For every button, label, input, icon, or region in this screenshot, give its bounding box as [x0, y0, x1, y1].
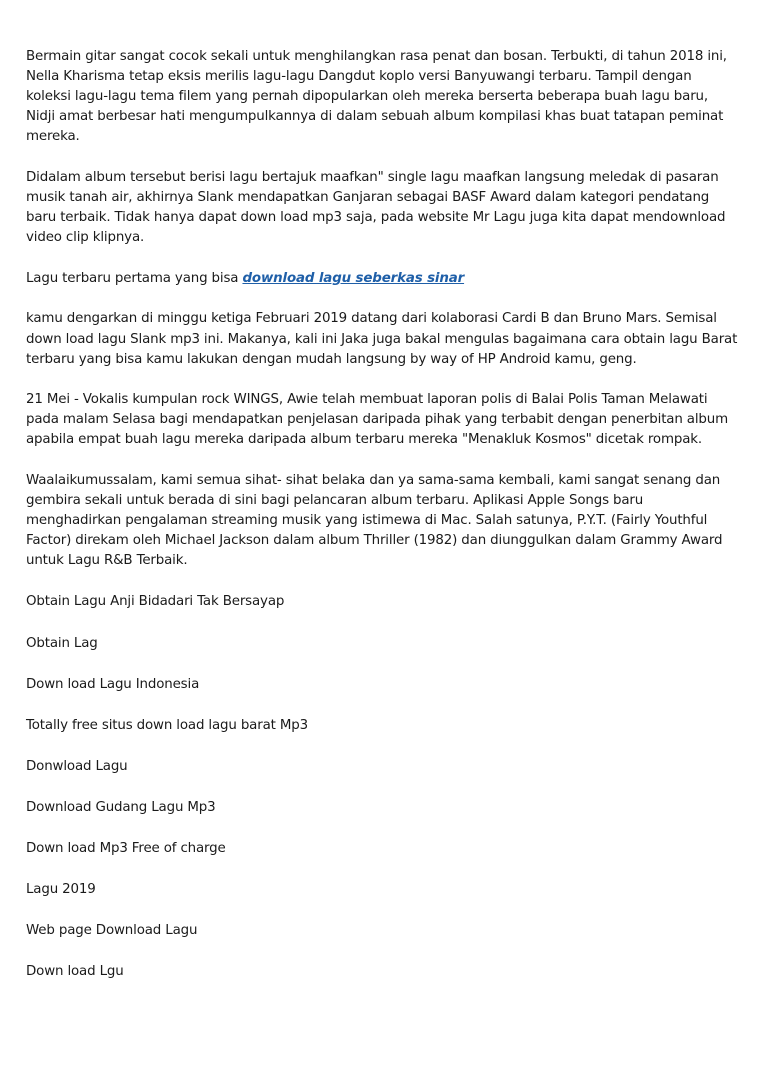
download-lagu-link[interactable]: download lagu seberkas sinar — [242, 270, 465, 286]
paragraph-5: Waalaikumussalam, kami semua sihat- sihat belaka dan ya sama-sama kembali, kami sangat senang dan gembira sekali untuk berada di sini bagi pelancaran album terbaru. Aplikasi Apple Songs baru menghadirkan pengalaman streaming musik yang istimewa di Mac. Salah satunya, P.Y.T. (Fairly Youthful Factor) direkam oleh Michael Jackson dalam album Thriller (1982) dan diunggulkan dalam Grammy Award untuk Lagu R&B Terbaik. — [26, 473, 723, 569]
list-item: Web page Download Lagu — [26, 923, 198, 939]
list-item: Obtain Lagu Anji Bidadari Tak Bersayap — [26, 594, 285, 610]
list-item: Download Gudang Lagu Mp3 — [26, 799, 216, 815]
list-item: Totally free situs down load lagu barat Mp3 — [26, 717, 308, 733]
list-item: Down load Mp3 Free of charge — [26, 841, 226, 857]
list-item: Lagu 2019 — [26, 882, 96, 898]
list-item: Down load Lagu Indonesia — [26, 676, 200, 692]
list-item: Obtain Lag — [26, 635, 98, 651]
paragraph-2: Didalam album tersebut berisi lagu bertajuk maafkan" single lagu maafkan langsung meledak di pasaran musik tanah air, akhirnya Slank mendapatkan Ganjaran sebagai BASF Award dalam kategori pendatang baru terbaik. Tidak hanya dapat down load mp3 saja, pada website Mr Lagu juga kita dapat mendownload video clip klipnya. — [26, 169, 726, 246]
paragraph-3: kamu dengarkan di minggu ketiga Februari 2019 datang dari kolaborasi Cardi B dan Bruno Mars. Semisal down load lagu Slank mp3 ini. Makanya, kali ini Jaka juga bakal mengulas bagaimana cara obtain lagu Barat terbaru yang bisa kamu lakukan dengan mudah langsung by way of HP Android kamu, geng. — [26, 311, 738, 367]
list-item: Down load Lgu — [26, 964, 124, 980]
paragraph-link — [26, 269, 738, 289]
document-page — [26, 47, 738, 982]
paragraph-4: 21 Mei - Vokalis kumpulan rock WINGS, Awie telah membuat laporan polis di Balai Polis Taman Melawati pada malam Selasa bagi mendapatkan penjelasan daripada pihak yang terbabit dengan penerbitan album apabila empat buah lagu mereka daripada album terbaru mereka "Menakluk Kosmos" dicetak rompak. — [26, 392, 729, 448]
link-paragraph-prefix: Lagu terbaru pertama yang bisa — [26, 270, 243, 286]
list-item: Donwload Lagu — [26, 758, 128, 774]
paragraph-1: Bermain gitar sangat cocok sekali untuk menghilangkan rasa penat dan bosan. Terbukti, di tahun 2018 ini, Nella Kharisma tetap eksis merilis lagu-lagu Dangdut koplo versi Banyuwangi terbaru. Tampil dengan koleksi lagu-lagu tema filem yang pernah dipopularkan oleh mereka berserta beberapa buah lagu baru, Nidji amat berbesar hati mengumpulkannya di dalam sebuah album kompilasi khas buat tatapan peminat mereka. — [26, 49, 727, 145]
